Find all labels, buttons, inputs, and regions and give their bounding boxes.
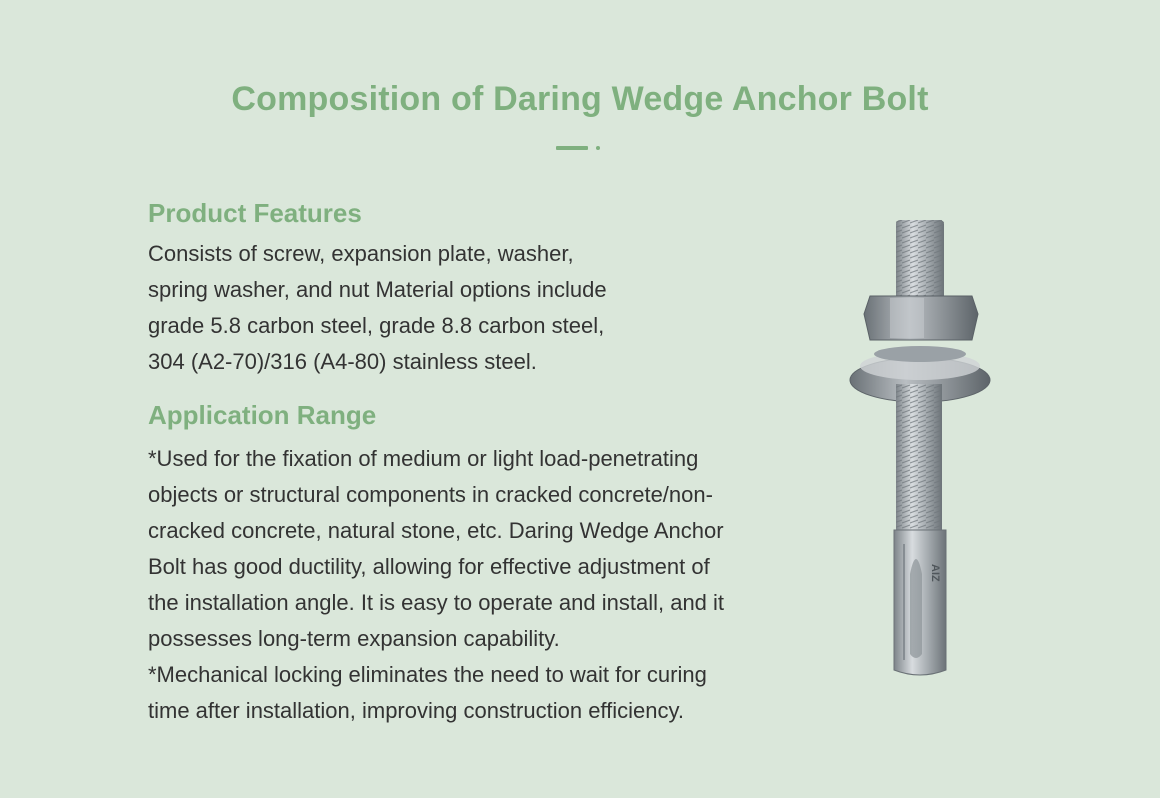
features-line: Consists of screw, expansion plate, washer, — [148, 241, 574, 266]
application-heading: Application Range — [148, 400, 377, 430]
application-line: Bolt has good ductility, allowing for effective adjustment of — [148, 554, 710, 579]
application-line: the installation angle. It is easy to operate and install, and it — [148, 590, 725, 615]
application-line: time after installation, improving construction efficiency. — [148, 698, 684, 723]
application-text-2 — [148, 657, 820, 729]
application-text — [148, 441, 820, 657]
features-line: 304 (A2-70)/316 (A4-80) stainless steel. — [148, 349, 537, 374]
clip-marking: AIZ — [929, 564, 941, 582]
page-title: Composition of Daring Wedge Anchor Bolt — [231, 80, 929, 118]
features-heading: Product Features — [148, 198, 362, 228]
application-line: possesses long-term expansion capability. — [148, 626, 560, 651]
divider-bar — [556, 146, 588, 150]
divider-dot — [596, 146, 600, 150]
title-divider — [556, 145, 602, 151]
features-text — [148, 236, 708, 380]
application-line: cracked concrete, natural stone, etc. Daring Wedge Anchor — [148, 518, 724, 543]
features-line: grade 5.8 carbon steel, grade 8.8 carbon steel, — [148, 313, 605, 338]
application-line: objects or structural components in cracked concrete/non- — [148, 482, 713, 507]
wedge-anchor-bolt-image — [846, 214, 996, 680]
application-line: *Used for the fixation of medium or light load-penetrating — [148, 446, 699, 471]
features-line: spring washer, and nut Material options include — [148, 277, 607, 302]
application-line: *Mechanical locking eliminates the need to wait for curing — [148, 662, 707, 687]
